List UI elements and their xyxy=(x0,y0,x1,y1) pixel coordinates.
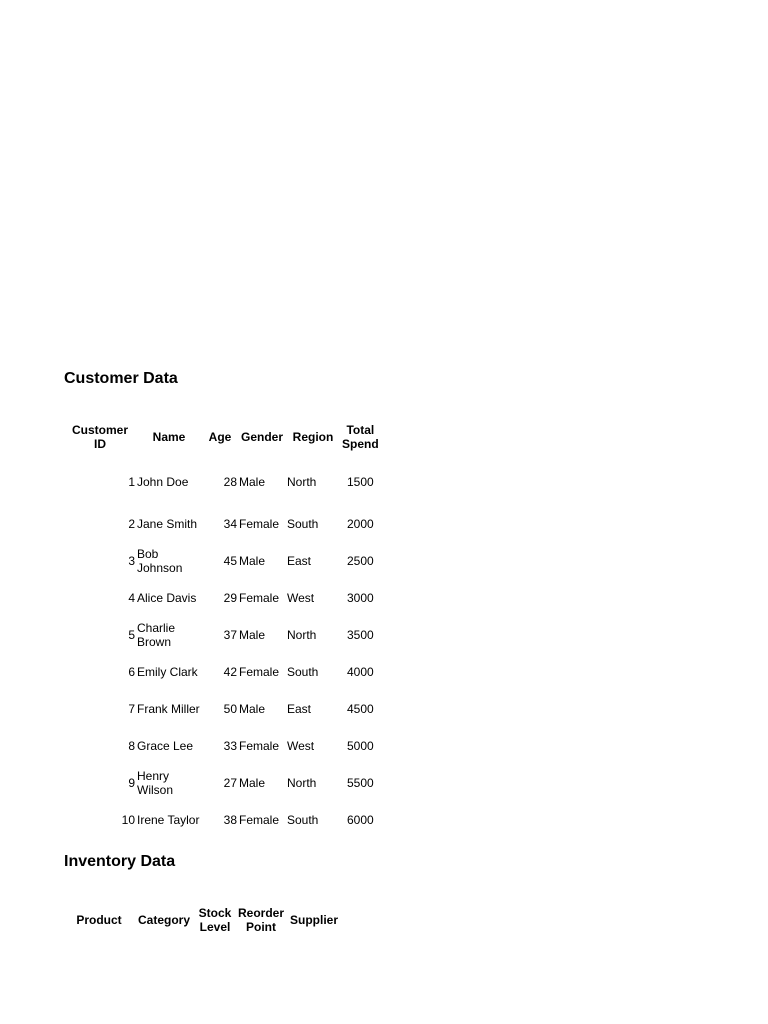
table-row xyxy=(64,690,381,727)
header-reorder-point: Reorder Point xyxy=(238,906,285,934)
inventory-header-row xyxy=(64,898,342,942)
inventory-data-title: Inventory Data xyxy=(64,853,176,870)
cell-region: West xyxy=(287,738,315,753)
table-row xyxy=(64,727,381,764)
cell-total-spend: 4000 xyxy=(346,664,374,679)
inventory-data-table xyxy=(64,898,342,942)
table-row xyxy=(64,801,381,838)
cell-region: South xyxy=(287,812,319,827)
cell-name: Irene Taylor xyxy=(137,812,200,827)
cell-age: 50 xyxy=(223,701,237,716)
header-total-spend: Total Spend xyxy=(342,422,379,451)
table-row xyxy=(64,542,381,579)
cell-region: South xyxy=(287,516,319,531)
header-stock-level: Stock Level xyxy=(198,906,232,934)
table-row xyxy=(64,579,381,616)
cell-age: 28 xyxy=(223,475,237,489)
cell-region: North xyxy=(287,775,317,790)
cell-region: West xyxy=(287,590,315,605)
cell-age: 34 xyxy=(223,516,237,531)
cell-region: East xyxy=(287,553,312,568)
cell-name: Henry Wilson xyxy=(137,768,174,797)
cell-age: 29 xyxy=(223,590,237,605)
cell-customer-id: 9 xyxy=(128,775,135,790)
cell-region: North xyxy=(287,475,317,489)
cell-region: East xyxy=(287,701,312,716)
table-row xyxy=(64,505,381,542)
cell-name: Frank Miller xyxy=(137,701,200,716)
cell-gender: Male xyxy=(239,701,266,716)
cell-name: John Doe xyxy=(137,475,189,489)
cell-total-spend: 1500 xyxy=(346,475,374,489)
cell-total-spend: 6000 xyxy=(346,812,374,827)
cell-gender: Male xyxy=(239,553,266,568)
table-row xyxy=(64,653,381,690)
header-customer-id: Customer ID xyxy=(71,422,128,451)
table-row xyxy=(64,459,381,505)
header-category: Category xyxy=(137,913,190,927)
customer-data-table xyxy=(64,414,381,838)
cell-region: South xyxy=(287,664,319,679)
table-row xyxy=(64,764,381,801)
cell-gender: Female xyxy=(239,516,280,531)
cell-name: Grace Lee xyxy=(137,738,194,753)
header-supplier: Supplier xyxy=(290,913,339,927)
cell-gender: Female xyxy=(239,590,280,605)
cell-total-spend: 5000 xyxy=(346,738,374,753)
header-region: Region xyxy=(292,429,334,444)
customer-header-row xyxy=(64,414,381,459)
header-name: Name xyxy=(152,429,186,444)
cell-total-spend: 2000 xyxy=(346,516,374,531)
cell-region: North xyxy=(287,627,317,642)
cell-age: 37 xyxy=(223,627,237,642)
cell-gender: Female xyxy=(239,812,280,827)
cell-customer-id: 8 xyxy=(128,738,135,753)
cell-customer-id: 4 xyxy=(128,590,135,605)
cell-gender: Female xyxy=(239,738,280,753)
cell-customer-id: 2 xyxy=(128,516,135,531)
customer-data-title: Customer Data xyxy=(64,370,178,387)
cell-name: Emily Clark xyxy=(137,664,198,679)
cell-customer-id: 6 xyxy=(128,664,135,679)
cell-age: 42 xyxy=(223,664,237,679)
cell-total-spend: 3500 xyxy=(346,627,374,642)
header-gender: Gender xyxy=(240,429,283,444)
header-age: Age xyxy=(208,429,232,444)
table-row xyxy=(64,616,381,653)
cell-total-spend: 5500 xyxy=(346,775,374,790)
cell-total-spend: 4500 xyxy=(346,701,374,716)
cell-age: 33 xyxy=(223,738,237,753)
cell-name: Bob Johnson xyxy=(137,546,183,575)
cell-customer-id: 7 xyxy=(128,701,135,716)
header-product: Product xyxy=(76,913,122,927)
cell-customer-id: 1 xyxy=(128,475,135,489)
cell-gender: Male xyxy=(239,775,266,790)
cell-name: Charlie Brown xyxy=(137,620,176,649)
cell-age: 38 xyxy=(223,812,237,827)
cell-customer-id: 3 xyxy=(128,553,135,568)
cell-customer-id: 5 xyxy=(128,627,135,642)
cell-total-spend: 3000 xyxy=(346,590,374,605)
cell-gender: Female xyxy=(239,664,280,679)
cell-age: 45 xyxy=(223,553,237,568)
cell-customer-id: 10 xyxy=(121,812,135,827)
cell-age: 27 xyxy=(223,775,237,790)
cell-name: Jane Smith xyxy=(137,516,198,531)
cell-total-spend: 2500 xyxy=(346,553,374,568)
cell-name: Alice Davis xyxy=(137,590,197,605)
cell-gender: Male xyxy=(239,627,266,642)
cell-gender: Male xyxy=(239,475,266,489)
